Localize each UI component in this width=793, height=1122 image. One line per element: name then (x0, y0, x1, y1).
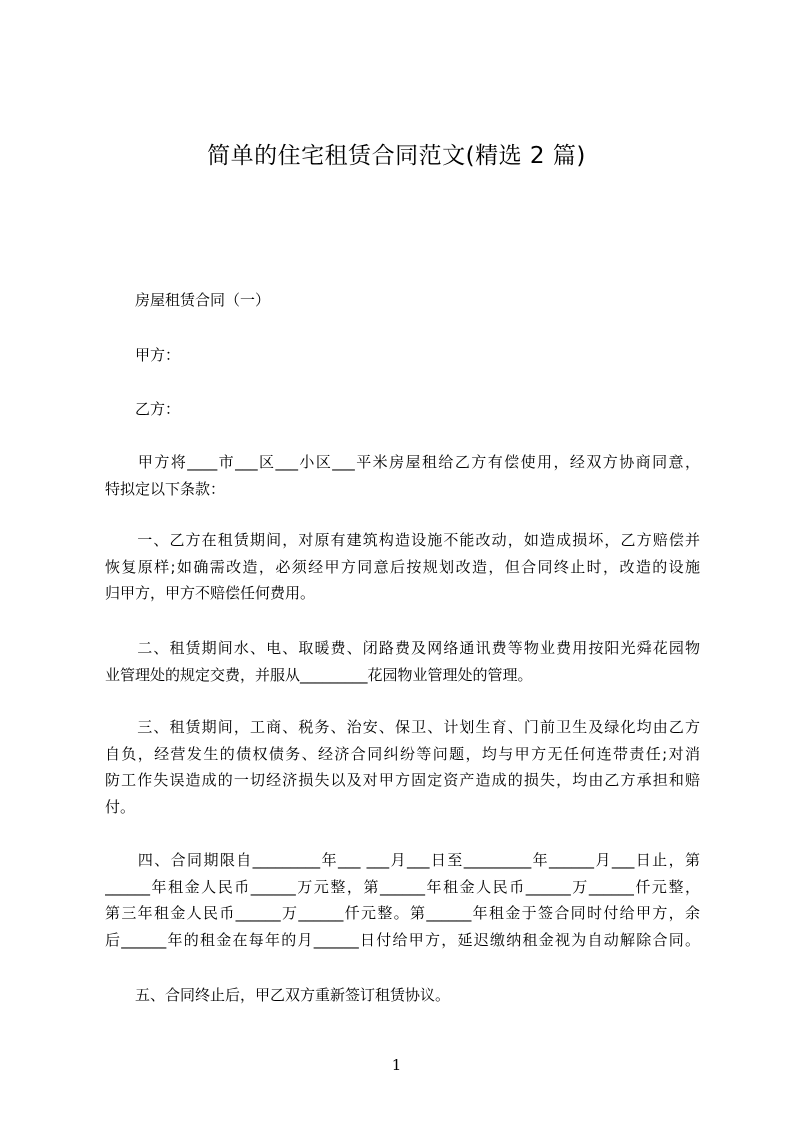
clause-4-line: 四、合同期限自_________年___ ___月___日至_________年______月___日止，第 (105, 851, 700, 869)
party-b-label: 乙方： (135, 400, 181, 418)
party-a-line (105, 342, 700, 369)
clause-4-paragraph (105, 847, 700, 953)
clause-3-line: 付。 (105, 797, 136, 816)
intro-paragraph (105, 449, 700, 502)
clause-1-line: 恢复原样;如确需改造，必须经甲方同意后按规划改造，但合同终止时，改造的设施 (105, 557, 700, 576)
contract-heading-text: 房屋租赁合同（一） (135, 291, 271, 309)
clause-1-line: 归甲方，甲方不赔偿任何费用。 (105, 584, 316, 602)
clause-4-line: 后______年的租金在每年的月______日付给甲方，延迟缴纳租金视为自动解除合同。 (105, 930, 700, 949)
clause-3-line: 自负，经营发生的债权债务、经济合同纠纷等问题，均与甲方无任何连带责任;对消 (105, 744, 700, 763)
clause-5-line: 五、合同终止后，甲乙双方重新签订租赁协议。 (105, 986, 451, 1004)
contract-heading (105, 287, 700, 314)
clause-2-paragraph (105, 635, 700, 688)
clause-4-line: ______年租金人民币______万元整，第______年租金人民币______万______仟元整， (105, 877, 700, 896)
clause-5-paragraph (105, 982, 700, 1009)
clause-2-line: 二、租赁期间水、电、取暖费、闭路费及网络通讯费等物业费用按阳光舜花园物 (105, 639, 700, 657)
clause-3-line: 三、租赁期间，工商、税务、治安、保卫、计划生育、门前卫生及绿化均由乙方 (105, 718, 700, 736)
clause-3-line: 防工作失误造成的一切经济损失以及对甲方固定资产造成的损失，均由乙方承担和赔 (105, 771, 700, 789)
page-number: 1 (391, 1056, 402, 1074)
party-a-label: 甲方： (135, 346, 181, 364)
intro-line: 甲方将____市___区___小区___平米房屋租给乙方有偿使用，经双方协商同意， (105, 453, 700, 471)
clause-2-line: 业管理处的规定交费，并服从_________花园物业管理处的管理。 (105, 665, 533, 684)
party-b-line (105, 396, 700, 423)
clause-1-line: 一、乙方在租赁期间，对原有建筑构造设施不能改动，如造成损坏，乙方赔偿并 (105, 531, 700, 549)
intro-line: 特拟定以下条款： (105, 479, 226, 498)
clause-3-paragraph (105, 714, 700, 820)
clause-1-paragraph (105, 527, 700, 607)
clause-4-line: 第三年租金人民币______万______仟元整。第______年租金于签合同时付给甲方，余 (105, 904, 700, 922)
document-title: 简单的住宅租赁合同范文(精选 2 篇) (207, 143, 586, 169)
